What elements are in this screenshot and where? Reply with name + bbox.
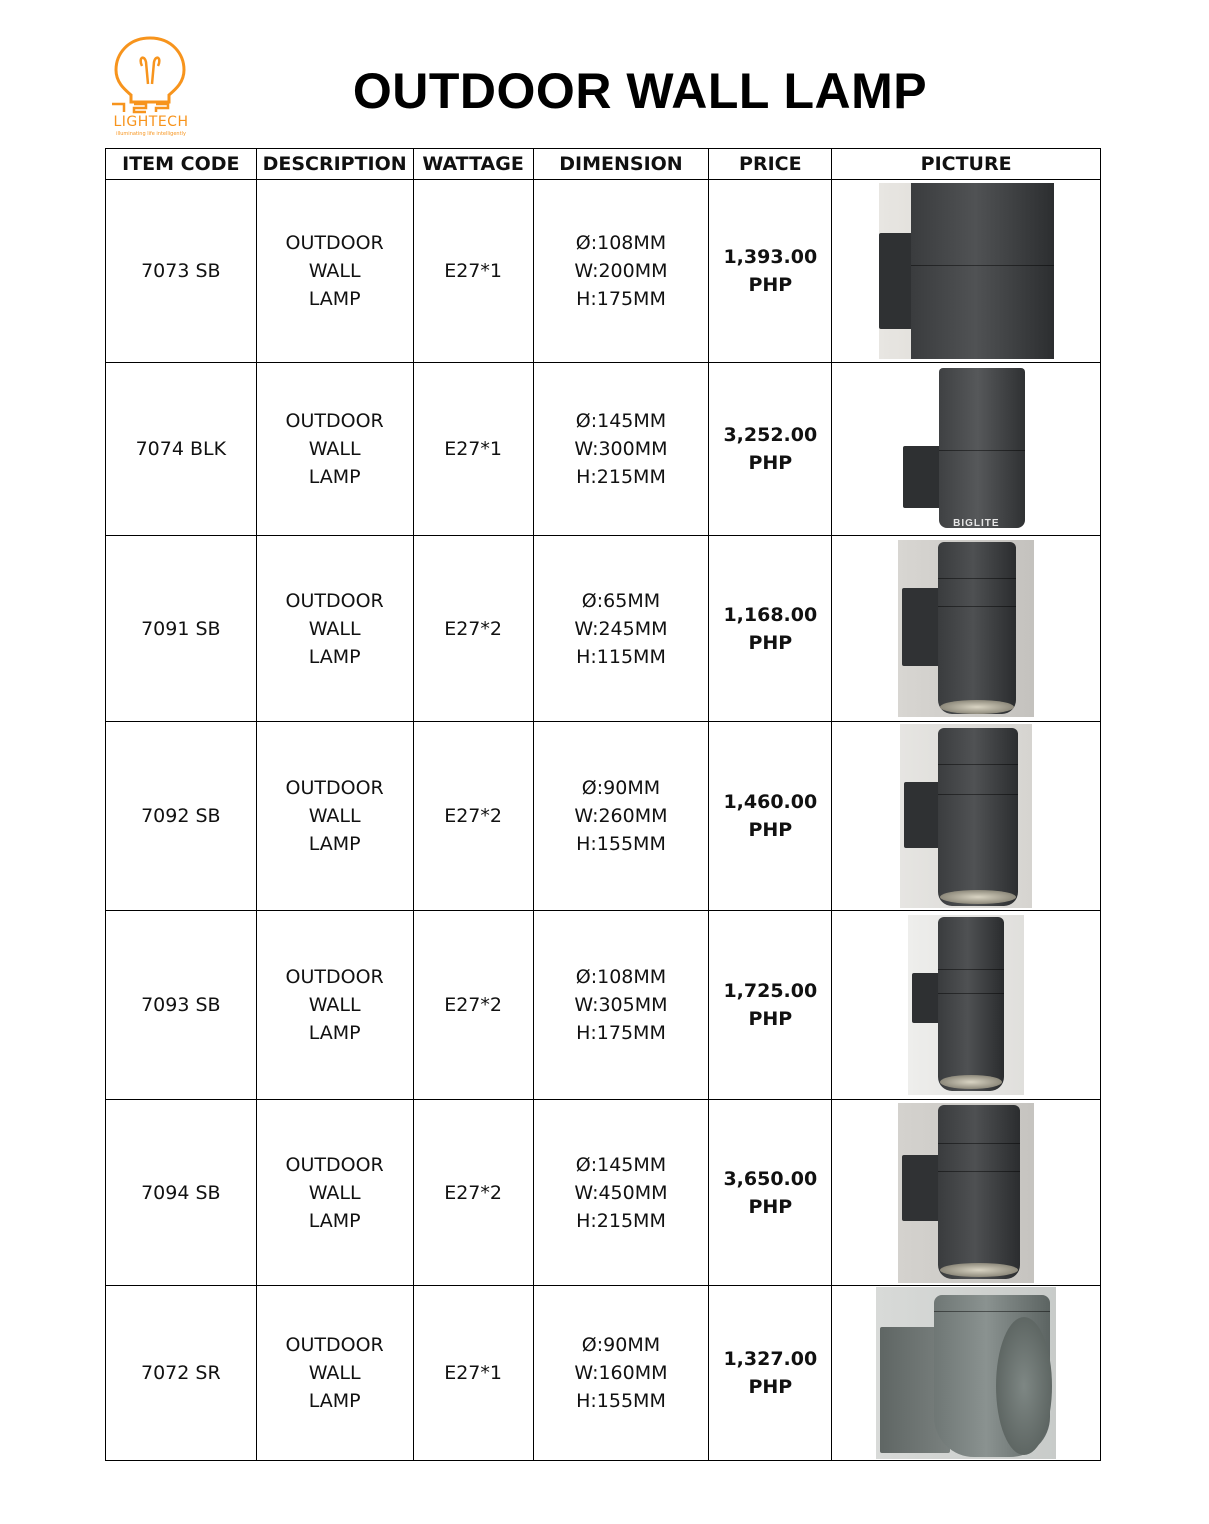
dimension: Ø:90MM W:160MM H:155MM: [533, 1286, 709, 1461]
header-item-code: ITEM CODE: [106, 149, 257, 180]
description: OUTDOOR WALL LAMP: [256, 911, 413, 1100]
price: 1,460.00 PHP: [709, 722, 832, 911]
brand-tagline: illuminating life intelligently: [116, 131, 186, 137]
table-row: [106, 180, 1101, 363]
item-code: 7092 SB: [106, 722, 257, 911]
item-code: 7093 SB: [106, 911, 257, 1100]
picture-cell: [832, 180, 1101, 363]
description: OUTDOOR WALL LAMP: [256, 1286, 413, 1461]
product-table: [105, 148, 1101, 1461]
wattage: E27*2: [413, 911, 533, 1100]
header-description: DESCRIPTION: [256, 149, 413, 180]
price: 3,252.00 PHP: [709, 363, 832, 536]
table-row: [106, 911, 1101, 1100]
item-code: 7091 SB: [106, 536, 257, 722]
picture-cell: [832, 1286, 1101, 1461]
wattage: E27*1: [413, 180, 533, 363]
picture-cell: [832, 911, 1101, 1100]
price: 1,725.00 PHP: [709, 911, 832, 1100]
item-code: 7094 SB: [106, 1100, 257, 1286]
picture-cell: [832, 1100, 1101, 1286]
description: OUTDOOR WALL LAMP: [256, 180, 413, 363]
item-code: 7073 SB: [106, 180, 257, 363]
description: OUTDOOR WALL LAMP: [256, 722, 413, 911]
header-wattage: WATTAGE: [413, 149, 533, 180]
item-code: 7074 BLK: [106, 363, 257, 536]
price: 1,327.00 PHP: [709, 1286, 832, 1461]
lamp-photo: [876, 1287, 1056, 1459]
description: OUTDOOR WALL LAMP: [256, 1100, 413, 1286]
lamp-photo: [898, 1103, 1034, 1283]
wattage: E27*2: [413, 1100, 533, 1286]
watermark: BIGLITE: [953, 518, 1000, 529]
lamp-photo: [901, 368, 1031, 530]
header-picture: PICTURE: [832, 149, 1101, 180]
price: 1,393.00 PHP: [709, 180, 832, 363]
picture-cell: [832, 722, 1101, 911]
dimension: Ø:108MM W:200MM H:175MM: [533, 180, 709, 363]
price: 1,168.00 PHP: [709, 536, 832, 722]
picture-cell: [832, 536, 1101, 722]
lamp-photo: [908, 915, 1024, 1095]
dimension: Ø:108MM W:305MM H:175MM: [533, 911, 709, 1100]
table-row: [106, 722, 1101, 911]
table-row: [106, 536, 1101, 722]
brand-logo: [104, 34, 196, 138]
item-code: 7072 SR: [106, 1286, 257, 1461]
page-title: OUTDOOR WALL LAMP: [352, 63, 928, 119]
price: 3,650.00 PHP: [709, 1100, 832, 1286]
description: OUTDOOR WALL LAMP: [256, 363, 413, 536]
dimension: Ø:90MM W:260MM H:155MM: [533, 722, 709, 911]
table-row: [106, 363, 1101, 536]
wattage: E27*1: [413, 363, 533, 536]
dimension: Ø:145MM W:300MM H:215MM: [533, 363, 709, 536]
description: OUTDOOR WALL LAMP: [256, 536, 413, 722]
table-row: [106, 1286, 1101, 1461]
wattage: E27*2: [413, 722, 533, 911]
brand-name: LIGHTECH: [113, 114, 189, 130]
table-header-row: [106, 149, 1101, 180]
lamp-photo: [879, 183, 1054, 359]
dimension: Ø:145MM W:450MM H:215MM: [533, 1100, 709, 1286]
picture-cell: [832, 363, 1101, 536]
table-row: [106, 1100, 1101, 1286]
dimension: Ø:65MM W:245MM H:115MM: [533, 536, 709, 722]
header-dimension: DIMENSION: [533, 149, 709, 180]
wattage: E27*1: [413, 1286, 533, 1461]
lightbulb-icon: [104, 34, 196, 114]
header-price: PRICE: [709, 149, 832, 180]
wattage: E27*2: [413, 536, 533, 722]
lamp-photo: [900, 724, 1032, 908]
lamp-photo: [898, 540, 1034, 717]
